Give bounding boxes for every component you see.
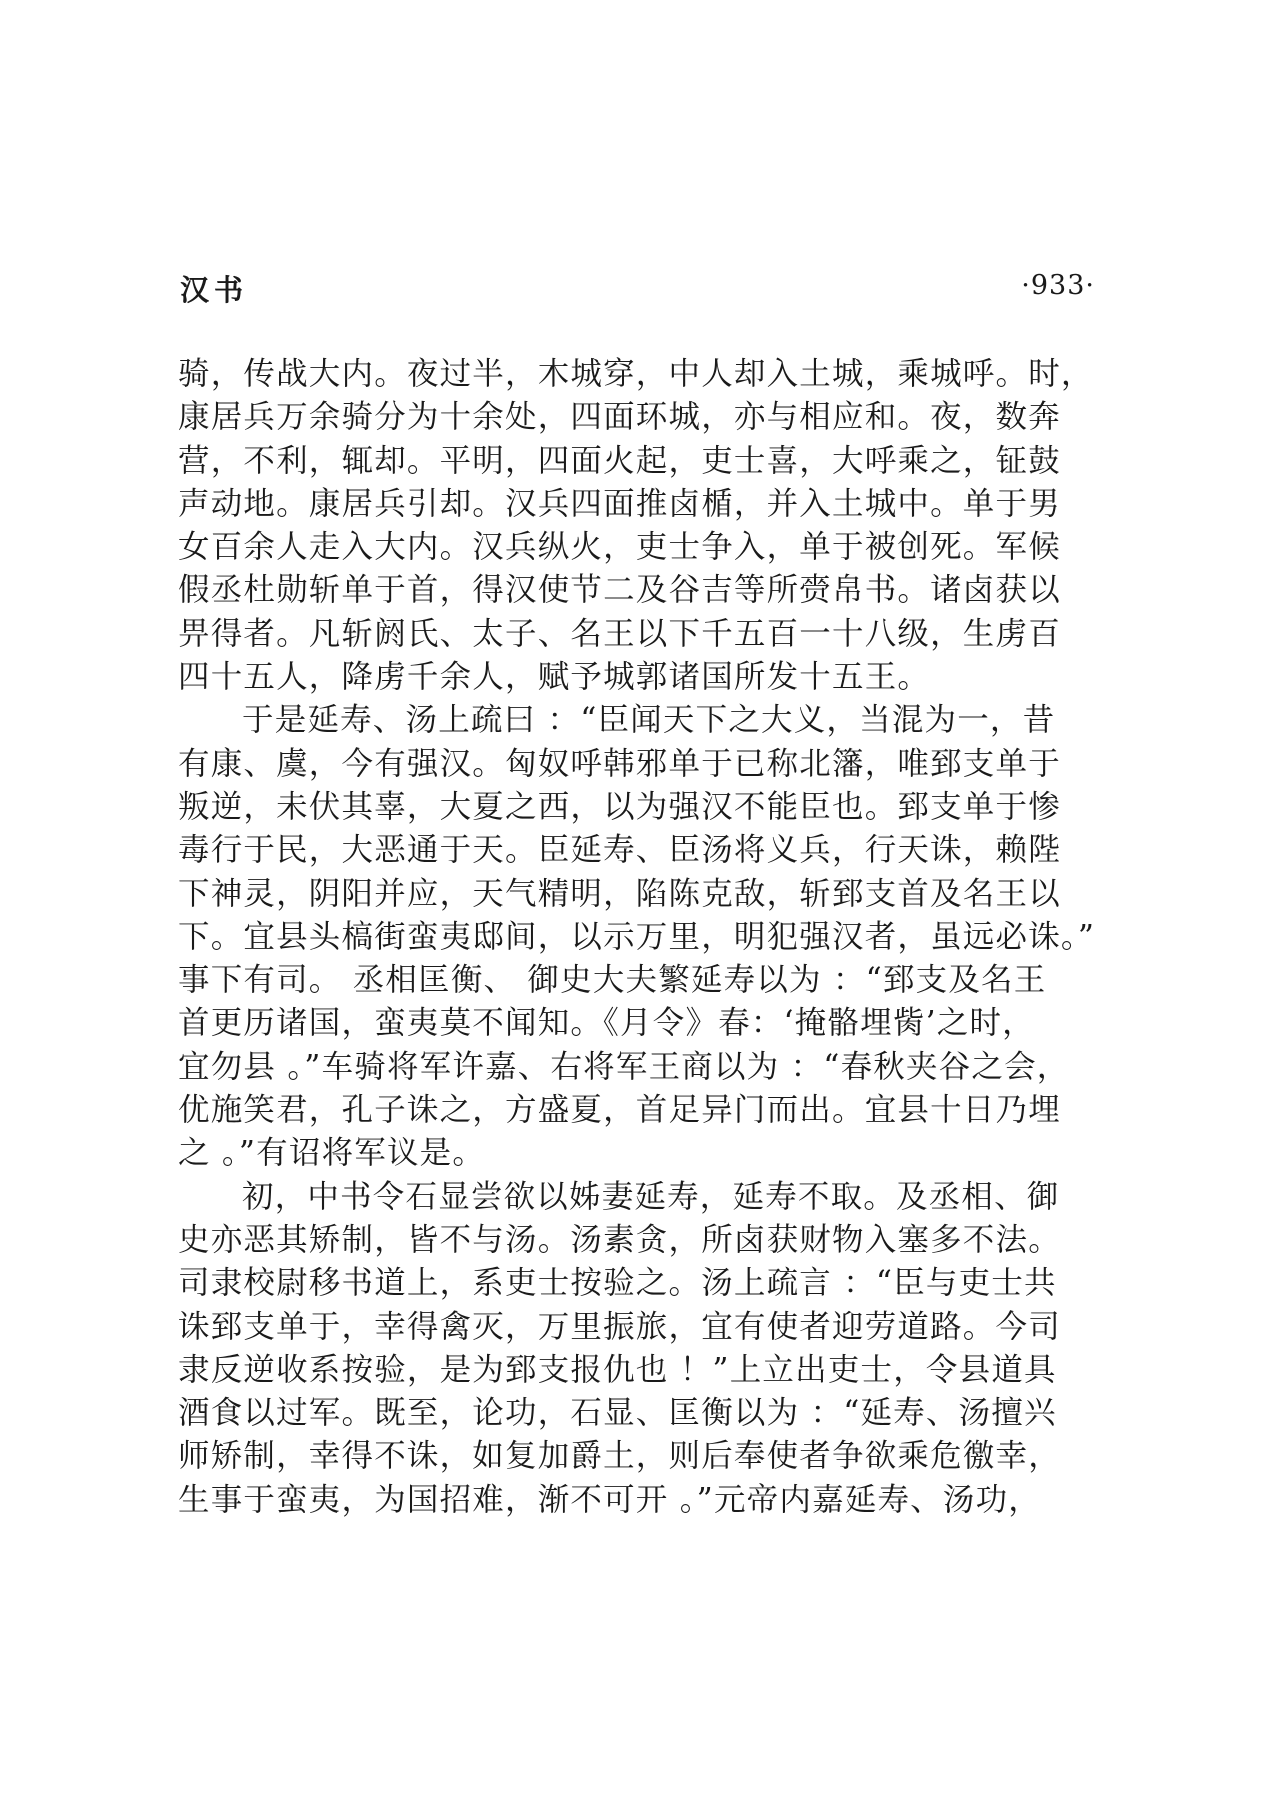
text-line: 下。宜县头槁街蛮夷邸间，以示万里，明犯强汉者，虽远必诛。” [178,918,1096,955]
paragraph-start-line: 初，中书令石显尝欲以姊妻延寿，延寿不取。及丞相、御 [242,1178,1060,1215]
body-text [178,353,1103,1522]
text-line: 史亦恶其矫制，皆不与汤。汤素贪，所卤获财物入塞多不法。 [178,1221,1061,1258]
text-line: 营，不利，辄却。平明，四面火起，吏士喜，大呼乘之，钲鼓 [178,442,1061,479]
text-line: 四十五人，降虏千余人，赋予城郭诸国所发十五王。 [178,659,931,696]
text-line: 师矫制，幸得不诛，如复加爵土，则后奉使者争欲乘危徼幸， [178,1438,1061,1475]
text-line: 司隶校尉移书道上，系吏士按验之。汤上疏言 ：“臣与吏士共 [178,1265,1057,1302]
text-line: 声动地。康居兵引却。汉兵四面推卤楯，并入土城中。单于男 [178,485,1061,522]
text-line: 毒行于民，大恶通于天。臣延寿、臣汤将义兵，行天诛，赖陛 [178,832,1061,869]
text-line: 有康、虞，今有强汉。匈奴呼韩邪单于已称北籓，唯郅支单于 [178,745,1061,782]
text-line: 叛逆，未伏其辜，大夏之西，以为强汉不能臣也。郅支单于惨 [178,788,1061,825]
text-line: 宜勿县 。”车骑将军许嘉、右将军王商以为 ：“春秋夹谷之会， [178,1048,1070,1085]
text-line: 下神灵，阴阳并应，天气精明，陷陈克敌，斩郅支首及名王以 [178,875,1061,912]
text-line: 酒食以过军。既至，论功，石显、匡衡以为 ：“延寿、汤擅兴 [178,1395,1057,1432]
text-line: 之 。”有诏将军议是。 [178,1135,486,1172]
text-line: 假丞杜勋斩单于首，得汉使节二及谷吉等所赍帛书。诸卤获以 [178,572,1061,609]
text-line: 康居兵万余骑分为十余处，四面环城，亦与相应和。夜，数奔 [178,399,1061,436]
text-line: 隶反逆收系按验，是为郅支报仇也 ！”上立出吏士，令县道具 [178,1351,1057,1388]
text-line: 事下有司。 丞相匡衡、 御史大夫繁延寿以为 ：“郅支及名王 [178,962,1047,999]
text-line: 骑，传战大内。夜过半，木城穿，中人却入土城，乘城呼。时， [178,356,1094,392]
text-line: 诛郅支单于，幸得禽灭，万里振旅，宜有使者迎劳道路。今司 [178,1308,1061,1345]
running-header [180,268,1095,314]
page-number: ·933· [1021,270,1095,301]
text-line: 首更历诸国，蛮夷莫不闻知。《月令》春：‘掩骼埋胔’之时， [178,1005,1035,1042]
text-line: 生事于蛮夷，为国招难，渐不可开 。”元帝内嘉延寿、汤功， [178,1481,1041,1518]
book-title: 汉书 [180,273,249,307]
paragraph-start-line: 于是延寿、汤上疏曰 ：“臣闻天下之大义，当混为一，昔 [242,702,1056,739]
text-line: 优施笑君，孔子诛之，方盛夏，首足异门而出。宜县十日乃埋 [178,1092,1061,1129]
text-line: 女百余人走入大内。汉兵纵火，吏士争入，单于被创死。军候 [178,529,1061,566]
text-line: 畀得者。凡斩阏氏、太子、名王以下千五百一十八级，生虏百 [178,615,1061,652]
